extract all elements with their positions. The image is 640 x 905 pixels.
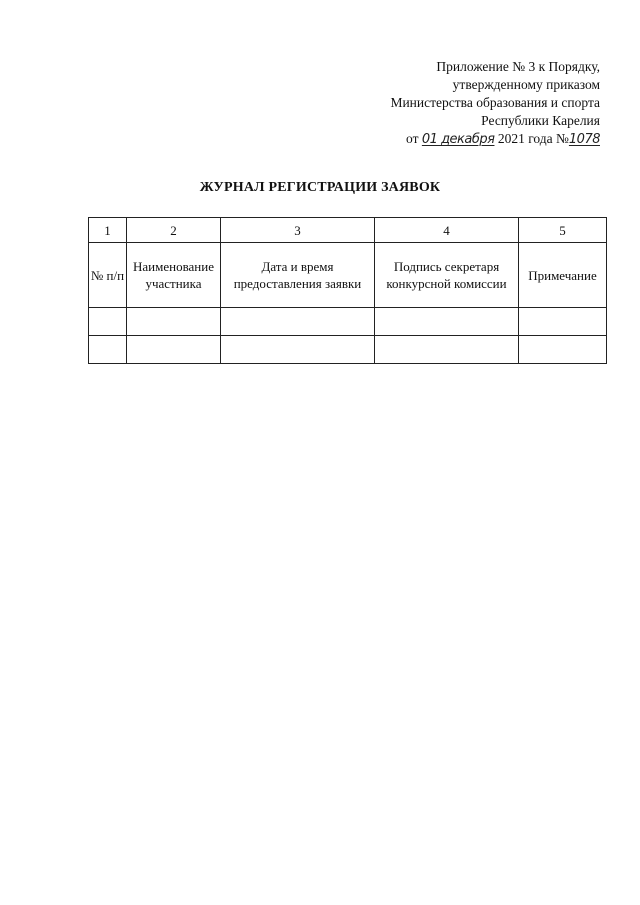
table-row: [89, 308, 607, 336]
appendix-line-1: Приложение № 3 к Порядку,: [436, 59, 600, 74]
table-cell: [375, 336, 519, 364]
column-number-row: [89, 218, 607, 243]
journal-title: ЖУРНАЛ РЕГИСТРАЦИИ ЗАЯВОК: [199, 180, 441, 195]
header-secretary-signature: Подпись секретаря конкурсной комиссии: [375, 243, 519, 308]
column-header-row: [89, 243, 607, 308]
handwritten-number: 1078: [568, 132, 600, 147]
appendix-date-line: [300, 130, 600, 149]
table-cell: [127, 336, 221, 364]
table-cell: [127, 308, 221, 336]
column-number: 2: [127, 218, 221, 243]
table-cell: [519, 308, 607, 336]
appendix-line-4: Республики Карелия: [481, 113, 600, 128]
registration-table: [88, 217, 607, 364]
date-prefix: от: [406, 131, 419, 146]
table-cell: [519, 336, 607, 364]
header-note: Примечание: [519, 243, 607, 308]
table-row: [89, 336, 607, 364]
table-cell: [221, 336, 375, 364]
appendix-line-2: утвержденному приказом: [452, 77, 600, 92]
header-submission-datetime: Дата и время предоставления заявки: [221, 243, 375, 308]
table-cell: [89, 336, 127, 364]
header-number: № п/п: [89, 243, 127, 308]
header-participant-name: Наименование участника: [127, 243, 221, 308]
date-year: 2021 года №: [497, 131, 569, 146]
column-number: 5: [519, 218, 607, 243]
appendix-line-3: Министерства образования и спорта: [390, 95, 600, 110]
table-cell: [375, 308, 519, 336]
column-number: 1: [89, 218, 127, 243]
appendix-header: [300, 58, 600, 149]
table-cell: [89, 308, 127, 336]
table-cell: [221, 308, 375, 336]
column-number: 4: [375, 218, 519, 243]
handwritten-date: 01 декабря: [421, 132, 495, 147]
column-number: 3: [221, 218, 375, 243]
